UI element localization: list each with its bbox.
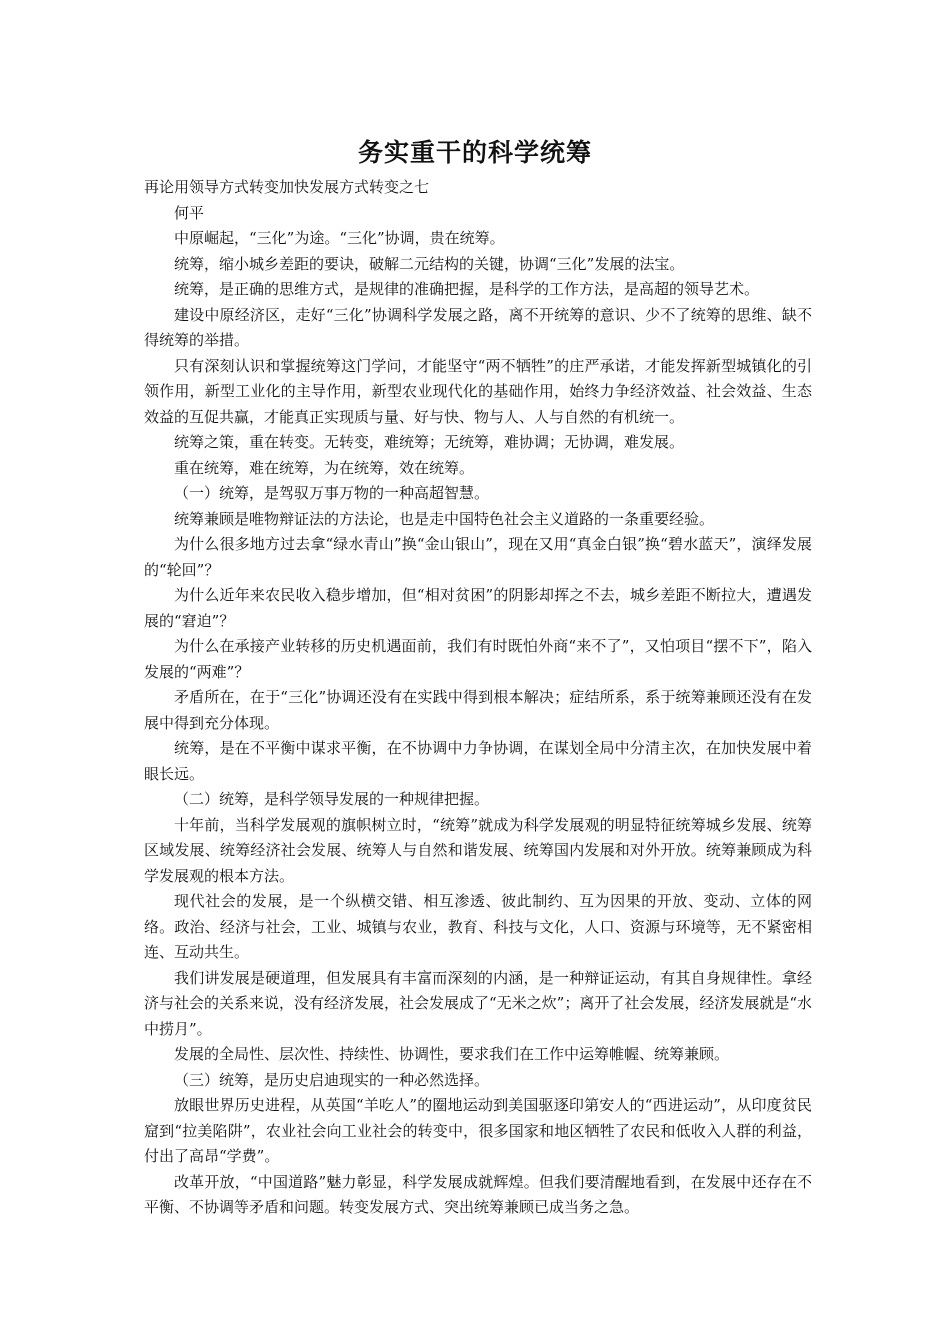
section-heading: （二）统筹，是科学领导发展的一种规律把握。 [174, 790, 490, 808]
paragraph: 我们讲发展是硬道理，但发展具有丰富而深刻的内涵，是一种辩证运动，有其自身规律性。拿经济与社会的关系来说，没有经济发展，社会发展成了“无米之炊”；离开了社会发展，经济发展就是“水中捞月”。 [144, 968, 813, 1038]
paragraph: 十年前，当科学发展观的旗帜树立时，“统筹”就成为科学发展观的明显特征统筹城乡发展、统筹区域发展、统筹经济社会发展、统筹人与自然和谐发展、统筹国内发展和对外开放。统筹兼顾成为科学发展观的根本方法。 [144, 815, 812, 885]
paragraph: 统筹之策，重在转变。无转变，难统筹；无统筹，难协调；无协调，难发展。 [174, 433, 685, 451]
paragraph: 统筹，缩小城乡差距的要诀，破解二元结构的关键，协调“三化”发展的法宝。 [174, 254, 685, 273]
section-heading: （一）统筹，是驾驭万事万物的一种高超智慧。 [174, 484, 490, 502]
paragraph: 为什么很多地方过去拿“绿水青山”换“金山银山”，现在又用“真金白银”换“碧水蓝天”，演绎发展的“轮回”？ [144, 535, 812, 579]
paragraph: 重在统筹，难在统筹，为在统筹，效在统筹。 [174, 458, 475, 477]
paragraph: 为什么在承接产业转移的历史机遇面前，我们有时既怕外商“来不了”，又怕项目“摆不下”，陷入发展的“两难”？ [144, 637, 812, 681]
paragraph: 矛盾所在，在于“三化”协调还没有在实践中得到根本解决；症结所系，系于统筹兼顾还没有在发展中得到充分体现。 [144, 688, 812, 732]
paragraph: 统筹兼顾是唯物辩证法的方法论，也是走中国特色社会主义道路的一条重要经验。 [174, 509, 715, 528]
paragraph: 现代社会的发展，是一个纵横交错、相互渗透、彼此制约、互为因果的开放、变动、立体的网络。政治、经济与社会，工业、城镇与农业，教育、科技与文化，人口、资源与环境等，无不紧密相连、互动共生。 [144, 892, 812, 961]
paragraph: 中原崛起，“三化”为途。“三化”协调，贵在统筹。 [174, 229, 505, 247]
document-body [144, 175, 812, 1221]
paragraph: 统筹，是在不平衡中谋求平衡，在不协调中力争协调，在谋划全局中分清主次，在加快发展中着眼长远。 [144, 739, 812, 783]
paragraph: 发展的全局性、层次性、持续性、协调性，要求我们在工作中运筹帷幄、统筹兼顾。 [174, 1045, 730, 1063]
paragraph: 建设中原经济区，走好“三化”协调科学发展之路，离不开统筹的意识、少不了统筹的思维、缺不得统筹的举措。 [144, 305, 812, 349]
paragraph: 为什么近年来农民收入稳步增加，但“相对贫困”的阴影却挥之不去，城乡差距不断拉大，遭遇发展的“窘迫”？ [144, 586, 812, 630]
paragraph: 只有深刻认识和掌握统筹这门学问，才能坚守“两不牺牲”的庄严承诺，才能发挥新型城镇化的引领作用，新型工业化的主导作用，新型农业现代化的基础作用，始终力争经济效益、社会效益、生态效益的互促共赢，才能真正实现质与量、好与快、物与人、人与自然的有机统一。 [144, 356, 812, 426]
document-author: 何平 [174, 203, 205, 222]
paragraph: 改革开放，“中国道路”魅力彰显，科学发展成就辉煌。但我们要清醒地看到，在发展中还存在不平衡、不协调等矛盾和问题。转变发展方式、突出统筹兼顾已成当务之急。 [144, 1172, 812, 1216]
section-heading: （三）统筹，是历史启迪现实的一种必然选择。 [174, 1070, 490, 1089]
document-subtitle: 再论用领导方式转变加快发展方式转变之七 [144, 178, 430, 196]
paragraph: 统筹，是正确的思维方式，是规律的准确把握，是科学的工作方法，是高超的领导艺术。 [174, 280, 760, 298]
document-title: 务实重干的科学统筹 [357, 138, 592, 167]
paragraph: 放眼世界历史进程，从英国“羊吃人”的圈地运动到美国驱逐印第安人的“西进运动”，从印度贫民窟到“拉美陷阱”，农业社会向工业社会的转变中，很多国家和地区牺牲了农民和低收入人群的利益，付出了高昂“学费”。 [144, 1096, 812, 1165]
